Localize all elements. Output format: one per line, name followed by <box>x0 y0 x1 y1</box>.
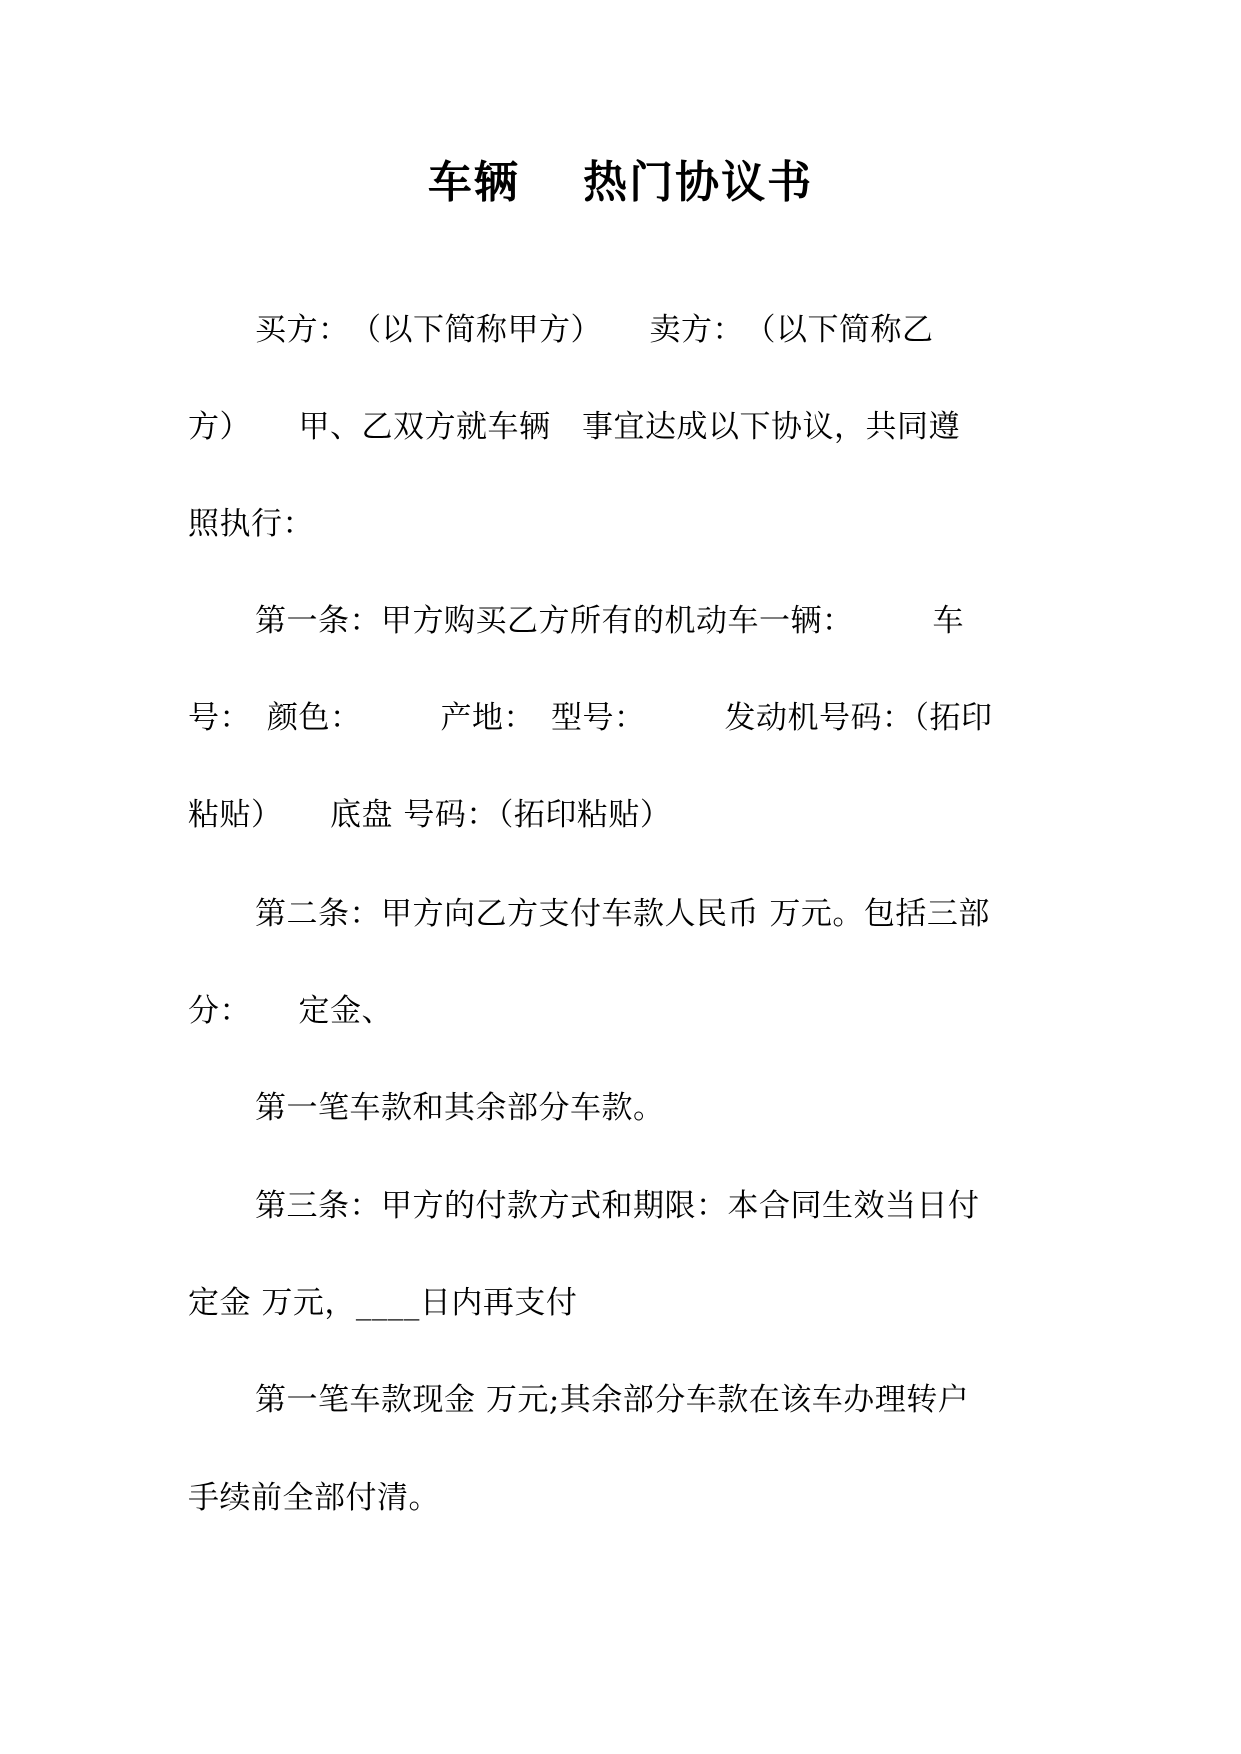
paragraph-line: 买方： （以下简称甲方） 卖方： （以下简称乙 <box>255 312 934 348</box>
paragraph-line: 定金 万元，____日内再支付 <box>188 1285 578 1321</box>
paragraph-line: 手续前全部付清。 <box>188 1480 440 1516</box>
paragraph-line: 粘贴） 底盘 号码：（拓印粘贴） <box>188 797 672 833</box>
paragraph-line: 第一笔车款和其余部分车款。 <box>255 1090 665 1126</box>
paragraph-line: 第二条：甲方向乙方支付车款人民币 万元。包括三部 <box>255 896 990 932</box>
paragraph-line: 第一笔车款现金 万元;其余部分车款在该车办理转户 <box>255 1382 970 1418</box>
paragraph-line: 方） 甲、乙双方就车辆 事宜达成以下协议，共同遵 <box>188 409 960 445</box>
paragraph-line: 照执行： <box>188 506 314 542</box>
paragraph-line: 第三条：甲方的付款方式和期限：本合同生效当日付 <box>255 1188 980 1224</box>
paragraph-line: 号： 颜色： 产地： 型号： 发动机号码：（拓印 <box>188 700 993 736</box>
document-title: 车辆 热门协议书 <box>427 157 814 208</box>
paragraph-line: 分： 定金、 <box>188 993 393 1029</box>
paragraph-line: 第一条：甲方购买乙方所有的机动车一辆： 车 <box>255 603 964 639</box>
